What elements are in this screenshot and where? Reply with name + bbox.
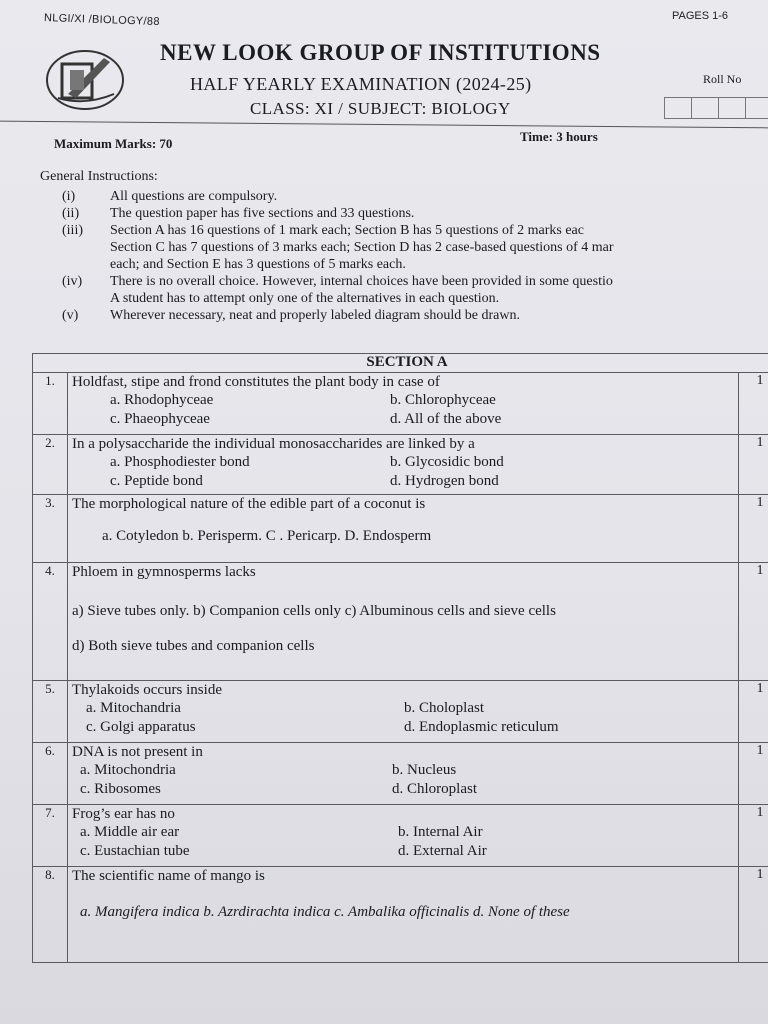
question-options: a. Middle air ear b. Internal Air c. Eustachian tube d. External Air [80, 824, 487, 859]
page-count: PAGES 1-6 [672, 10, 729, 22]
question-stem: Phloem in gymnosperms lacks [72, 564, 256, 580]
section-header-row [33, 354, 768, 373]
instruction-item: (iii) Section A has 16 questions of 1 mark each; Section B has 5 questions of 2 marks eac [62, 223, 584, 238]
instructions-heading: General Instructions: [40, 169, 158, 184]
question-marks: 1 [739, 563, 768, 681]
question-row: 6. DNA is not present in a. Mitochondria b. Nucleus c. Ribosomes d. Chloroplast 1 [33, 743, 768, 805]
question-row: 8. The scientific name of mango is a. Mangifera indica b. Azrdirachta indica c. Ambalika officinalis d. None of these 1 [33, 867, 768, 963]
question-options: a. Mitochondria b. Nucleus c. Ribosomes d. Chloroplast [80, 762, 477, 797]
question-options: a. Mangifera indica b. Azrdirachta indica c. Ambalika officinalis d. None of these [80, 904, 570, 920]
question-marks: 1 [739, 435, 768, 495]
questions-table [32, 353, 768, 963]
question-stem: Holdfast, stipe and frond constitutes the plant body in case of [72, 374, 440, 390]
question-row: 3. The morphological nature of the edible part of a coconut is a. Cotyledon b. Perisperm. C . Pericarp. D. Endosperm 1 [33, 495, 768, 563]
question-marks: 1 [739, 373, 768, 435]
institution-logo-icon [44, 48, 126, 112]
question-row: 5. Thylakoids occurs inside a. Mitochandria b. Choloplast c. Golgi apparatus d. Endoplasmic reticulum 1 [33, 681, 768, 743]
question-options: a. Rhodophyceae b. Chlorophyceae c. Phaeophyceae d. All of the above [110, 392, 502, 427]
instruction-item: (ii) The question paper has five sections and 33 questions. [62, 206, 415, 221]
question-stem: DNA is not present in [72, 744, 203, 760]
question-row: 2. In a polysaccharide the individual monosaccharides are linked by a a. Phosphodiester bond b. Glycosidic bond c. Peptide bond d. Hydrogen bond 1 [33, 435, 768, 495]
question-options: a) Sieve tubes only. b) Companion cells only c) Albuminous cells and sieve cells [72, 603, 556, 619]
question-stem: Frog’s ear has no [72, 806, 175, 822]
question-marks: 1 [739, 743, 768, 805]
exam-time: Time: 3 hours [520, 129, 598, 144]
question-stem: The morphological nature of the edible part of a coconut is [72, 496, 426, 512]
instruction-item: (iv) There is no overall choice. However, internal choices have been provided in some questio [62, 274, 613, 289]
question-marks: 1 [739, 495, 768, 563]
institution-name: NEW LOOK GROUP OF INSTITUTIONS [160, 40, 601, 65]
instructions-list: (i) All questions are compulsory. (ii) The question paper has five sections and 33 questions. (iii) Section A has 16 questions of 1 mark each; Section B has 5 questions of 2 marks eac Section C has 7 questions of 3 marks each; Section D has 2 case-based questions of 4 mar each; and Section E has 3 questions of 5 marks each. (iv) There is no overall choice. However, internal choices have been provided in some questio A student has to attempt only one of the alternatives in each question. (v) Wherever necessary, neat and properly labeled diagram should be drawn. [62, 188, 768, 324]
instruction-item: (i) All questions are compulsory. [62, 189, 278, 204]
roll-no-label: Roll No [703, 72, 742, 86]
question-row: 4. Phloem in gymnosperms lacks a) Sieve tubes only. b) Companion cells only c) Albuminous cells and sieve cells d) Both sieve tubes and companion cells 1 [33, 563, 768, 681]
question-options: a. Phosphodiester bond b. Glycosidic bond c. Peptide bond d. Hydrogen bond [110, 454, 504, 489]
question-row: 1. Holdfast, stipe and frond constitutes the plant body in case of a. Rhodophyceae b. Chlorophyceae c. Phaeophyceae d. All of the above 1 [33, 373, 768, 435]
question-stem: Thylakoids occurs inside [72, 682, 222, 698]
question-row: 7. Frog’s ear has no a. Middle air ear b. Internal Air c. Eustachian tube d. External Air 1 [33, 805, 768, 867]
question-options: a. Mitochandria b. Choloplast c. Golgi apparatus d. Endoplasmic reticulum [86, 700, 559, 735]
header-divider [0, 121, 768, 129]
question-marks: 1 [739, 805, 768, 867]
instruction-item: (v) Wherever necessary, neat and properly labeled diagram should be drawn. [62, 308, 520, 323]
roll-no-boxes [664, 97, 768, 119]
question-stem: The scientific name of mango is [72, 868, 265, 884]
max-marks: Maximum Marks: 70 [54, 136, 173, 151]
question-marks: 1 [739, 681, 768, 743]
exam-title: HALF YEARLY EXAMINATION (2024-25) [190, 74, 532, 94]
question-options: a. Cotyledon b. Perisperm. C . Pericarp. D. Endosperm [102, 528, 432, 544]
question-options: d) Both sieve tubes and companion cells [72, 638, 315, 654]
section-title: SECTION A [33, 354, 768, 373]
class-subject: CLASS: XI / SUBJECT: BIOLOGY [250, 99, 511, 118]
question-stem: In a polysaccharide the individual monosaccharides are linked by a [72, 436, 475, 452]
paper-code: NLGI/XI /BIOLOGY/88 [43, 11, 160, 29]
question-marks: 1 [739, 867, 768, 963]
